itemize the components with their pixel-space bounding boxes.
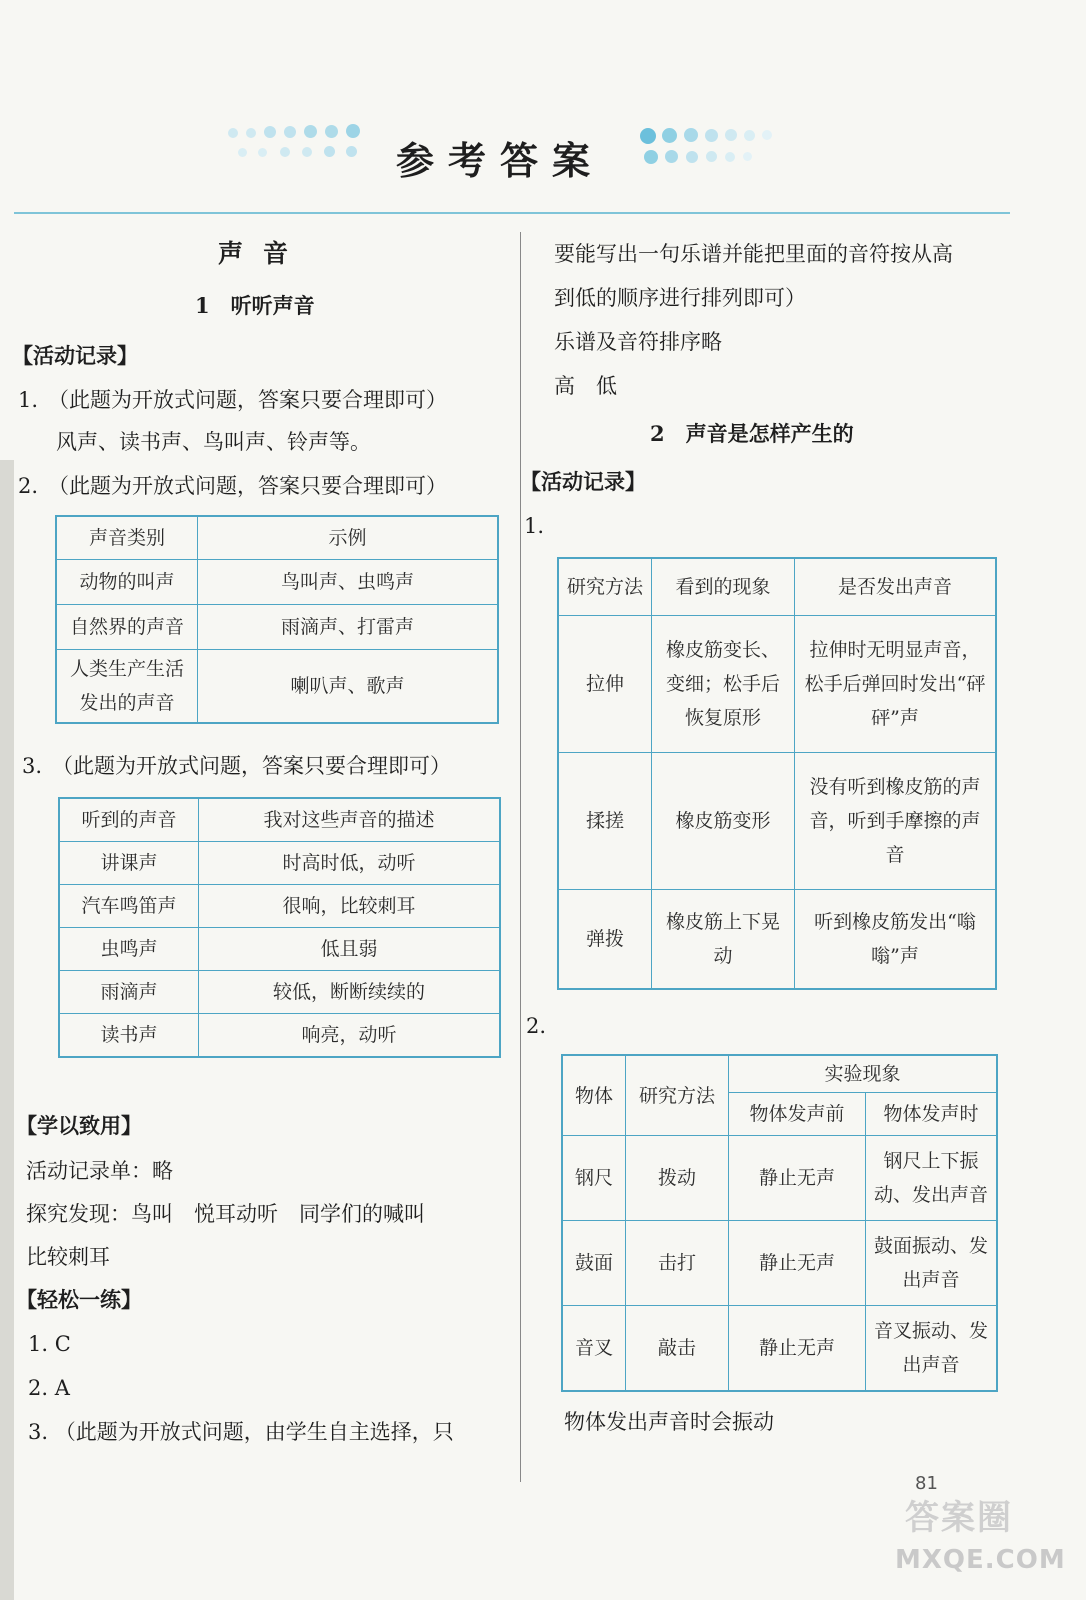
table-header-cell: 声音类别 [56, 516, 198, 560]
table-row [59, 971, 500, 1014]
conclusion-text: 物体发出声音时会振动 [564, 1410, 774, 1434]
table-header-row [558, 558, 996, 616]
table-row [59, 842, 500, 885]
practice-heading: 【轻松一练】 [16, 1287, 142, 1312]
table-cell: 弹拨 [558, 890, 652, 990]
table-row [562, 1306, 997, 1392]
table-cell: 静止无声 [729, 1221, 866, 1306]
activity-heading-right: 【活动记录】 [520, 469, 646, 494]
table-header-cell: 实验现象 [729, 1055, 998, 1093]
activity-heading-left: 【活动记录】 [12, 343, 138, 368]
apply-heading: 【学以致用】 [16, 1113, 142, 1138]
table-header-cell: 物体发声前 [729, 1093, 866, 1136]
table-cell: 鼓面振动、发出声音 [866, 1221, 998, 1306]
table-header-row [59, 798, 500, 842]
table-header-cell: 物体 [562, 1055, 626, 1136]
table-row [558, 753, 996, 890]
table-cell: 讲课声 [59, 842, 199, 885]
table-cell: 人类生产生活发出的声音 [56, 650, 198, 724]
table-row [562, 1221, 997, 1306]
practice-answer-1: 1. C [28, 1332, 71, 1356]
r-q1-number: 1. [524, 514, 545, 538]
table-row [59, 928, 500, 971]
table-cell: 钢尺 [562, 1136, 626, 1221]
table-cell: 时高时低，动听 [199, 842, 501, 885]
table-header-cell: 示例 [198, 516, 499, 560]
q3-number: 3. [22, 754, 43, 778]
table-header-cell: 物体发声时 [866, 1093, 998, 1136]
table-cell: 较低，断断续续的 [199, 971, 501, 1014]
continuation-line-1: 要能写出一句乐谱并能把里面的音符按从高 [554, 242, 953, 266]
table-header-cell: 是否发出声音 [795, 558, 997, 616]
page-title: 参考答案 [395, 138, 604, 183]
page-number: 81 [915, 1473, 938, 1494]
apply-line-3: 比较刺耳 [26, 1245, 110, 1269]
practice-answer-2: 2. A [28, 1376, 70, 1400]
table-row [56, 605, 498, 650]
table-cell: 汽车鸣笛声 [59, 885, 199, 928]
table-cell: 击打 [626, 1221, 729, 1306]
table-cell: 音叉振动、发出声音 [866, 1306, 998, 1392]
watermark-text: MXQE.COM [895, 1545, 1066, 1575]
table-cell: 鼓面 [562, 1221, 626, 1306]
table-row [56, 560, 498, 605]
sound-description-table [58, 797, 501, 1058]
table-cell: 橡皮筋上下晃动 [652, 890, 795, 990]
apply-line-1: 活动记录单：略 [26, 1159, 173, 1183]
table-header-cell: 研究方法 [626, 1055, 729, 1136]
rubber-band-table [557, 557, 997, 990]
table-cell: 喇叭声、歌声 [198, 650, 499, 724]
table-cell: 钢尺上下振动、发出声音 [866, 1136, 998, 1221]
table-row [558, 616, 996, 753]
table-cell: 静止无声 [729, 1306, 866, 1392]
table-row [59, 1014, 500, 1058]
table-cell: 拉伸 [558, 616, 652, 753]
practice-answer-3: 3. （此题为开放式问题，由学生自主选择，只 [28, 1420, 454, 1444]
table-cell: 拨动 [626, 1136, 729, 1221]
lesson1-title: 1 听听声音 [195, 293, 315, 318]
watermark-logo: 答案圈 [905, 1498, 1013, 1538]
table-row [59, 885, 500, 928]
table-header-row [562, 1055, 997, 1093]
continuation-line-3: 乐谱及音符排序略 [554, 330, 722, 354]
table-cell: 橡皮筋变长、变细；松手后恢复原形 [652, 616, 795, 753]
table-cell: 低且弱 [199, 928, 501, 971]
table-header-row [56, 516, 498, 560]
q2-number: 2. [18, 474, 39, 498]
sound-category-table [55, 515, 499, 724]
table-cell: 响亮，动听 [199, 1014, 501, 1058]
table-row [562, 1136, 997, 1221]
table-cell: 拉伸时无明显声音，松手后弹回时发出“砰砰”声 [795, 616, 997, 753]
header-dots-right [640, 122, 800, 178]
table-cell: 橡皮筋变形 [652, 753, 795, 890]
q1-note: （此题为开放式问题，答案只要合理即可） [48, 388, 447, 412]
table-cell: 动物的叫声 [56, 560, 198, 605]
table-cell: 读书声 [59, 1014, 199, 1058]
continuation-line-2: 到低的顺序进行排列即可） [554, 286, 806, 310]
lesson2-title: 2 声音是怎样产生的 [650, 421, 854, 446]
vibration-experiment-table [561, 1054, 998, 1392]
table-cell: 自然界的声音 [56, 605, 198, 650]
header-dots-left [228, 120, 378, 170]
r-q2-number: 2. [526, 1014, 547, 1038]
table-header-cell: 我对这些声音的描述 [199, 798, 501, 842]
table-cell: 音叉 [562, 1306, 626, 1392]
table-cell: 雨滴声、打雷声 [198, 605, 499, 650]
table-cell: 没有听到橡皮筋的声音，听到手摩擦的声音 [795, 753, 997, 890]
table-header-cell: 研究方法 [558, 558, 652, 616]
header-rule [14, 212, 1010, 214]
table-cell: 雨滴声 [59, 971, 199, 1014]
table-row [558, 890, 996, 990]
continuation-line-4: 高 低 [554, 374, 617, 398]
table-cell: 听到橡皮筋发出“嗡嗡”声 [795, 890, 997, 990]
table-row [56, 650, 498, 724]
table-cell: 鸟叫声、虫鸣声 [198, 560, 499, 605]
table-header-cell: 听到的声音 [59, 798, 199, 842]
table-cell: 虫鸣声 [59, 928, 199, 971]
table-cell: 很响，比较刺耳 [199, 885, 501, 928]
page-edge-shadow [0, 460, 14, 1600]
section-title: 声音 [218, 239, 309, 268]
table-cell: 敲击 [626, 1306, 729, 1392]
table-cell: 揉搓 [558, 753, 652, 890]
q3-note: （此题为开放式问题，答案只要合理即可） [52, 754, 451, 778]
column-divider [520, 232, 521, 1482]
q2-note: （此题为开放式问题，答案只要合理即可） [48, 474, 447, 498]
q1-number: 1. [18, 388, 39, 412]
apply-line-2: 探究发现：鸟叫 悦耳动听 同学们的喊叫 [26, 1202, 425, 1226]
table-header-cell: 看到的现象 [652, 558, 795, 616]
table-cell: 静止无声 [729, 1136, 866, 1221]
q1-answer: 风声、读书声、鸟叫声、铃声等。 [56, 430, 371, 454]
